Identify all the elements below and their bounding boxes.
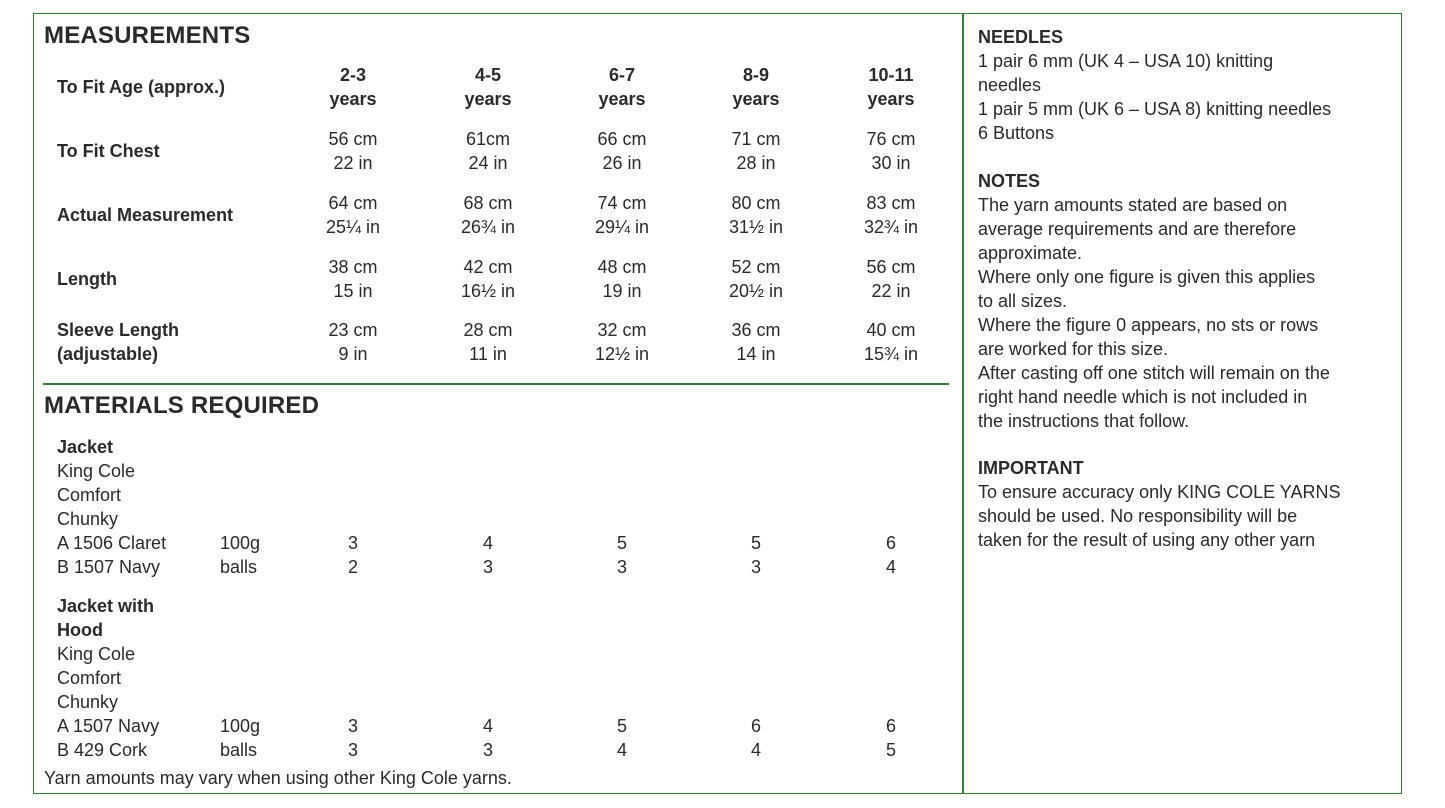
- yarn-name: A 1507 Navy: [57, 716, 160, 736]
- notes-line: Where only one figure is given this applies: [978, 267, 1316, 287]
- measurement-cell: 29¼ in: [594, 217, 650, 237]
- measurement-cell: 10-11: [868, 65, 914, 85]
- measurement-cell: 2-3: [339, 65, 366, 85]
- yarn-quantity: 5: [616, 716, 627, 736]
- materials-title: MATERIALS REQUIRED: [44, 392, 320, 419]
- measurement-cell: 68 cm: [463, 193, 513, 213]
- important-line: should be used. No responsibility will be: [978, 506, 1298, 526]
- yarn-unit: balls: [220, 740, 258, 760]
- yarn-quantity: 4: [616, 740, 627, 760]
- important-line: taken for the result of using any other yarn: [978, 530, 1316, 550]
- yarn-quantity: 4: [750, 740, 761, 760]
- notes-line: to all sizes.: [978, 291, 1068, 311]
- measurement-cell: 56 cm: [328, 129, 378, 149]
- measurement-row-label: Length: [57, 269, 117, 289]
- yarn-quantity: 6: [885, 533, 896, 553]
- measurement-cell: 16½ in: [460, 281, 516, 301]
- yarn-quantity: 5: [616, 533, 627, 553]
- notes-line: are worked for this size.: [978, 339, 1169, 359]
- measurement-row-label: To Fit Age (approx.): [57, 77, 225, 97]
- measurement-cell: 4-5: [474, 65, 501, 85]
- measurement-cell: years: [329, 89, 377, 109]
- measurement-cell: 74 cm: [597, 193, 647, 213]
- measurement-row-label: (adjustable): [57, 344, 159, 364]
- material-group-heading: Jacket with: [57, 596, 155, 616]
- needles-title: NEEDLES: [978, 27, 1064, 47]
- material-description: King Cole: [57, 461, 136, 481]
- column-divider: [962, 13, 964, 794]
- measurement-cell: 11 in: [469, 344, 507, 364]
- measurement-cell: 14 in: [736, 344, 776, 364]
- measurement-cell: 42 cm: [463, 257, 513, 277]
- measurement-row-label: Actual Measurement: [57, 205, 234, 225]
- needles-line: 6 Buttons: [978, 123, 1055, 143]
- measurement-cell: 22 in: [333, 153, 373, 173]
- yarn-quantity: 4: [885, 557, 896, 577]
- material-description: Chunky: [57, 509, 119, 529]
- measurement-cell: 28 in: [736, 153, 776, 173]
- yarn-quantity: 5: [750, 533, 761, 553]
- footnote: Yarn amounts may vary when using other King Cole yarns.: [44, 768, 512, 788]
- measurement-cell: 19 in: [602, 281, 642, 301]
- measurement-cell: years: [598, 89, 646, 109]
- measurements-title: MEASUREMENTS: [44, 22, 251, 49]
- measurement-cell: 15¾ in: [863, 344, 919, 364]
- measurement-cell: 36 cm: [731, 320, 781, 340]
- yarn-quantity: 5: [885, 740, 896, 760]
- yarn-name: B 1507 Navy: [57, 557, 161, 577]
- notes-line: approximate.: [978, 243, 1083, 263]
- measurement-cell: 26¾ in: [460, 217, 516, 237]
- section-rule: [43, 383, 949, 385]
- yarn-unit: 100g: [220, 533, 261, 553]
- measurement-cell: 28 cm: [463, 320, 513, 340]
- notes-line: Where the figure 0 appears, no sts or rows: [978, 315, 1319, 335]
- measurement-row-label: Sleeve Length: [57, 320, 180, 340]
- measurement-cell: 30 in: [871, 153, 911, 173]
- yarn-quantity: 2: [347, 557, 358, 577]
- measurement-cell: 26 in: [602, 153, 642, 173]
- notes-line: The yarn amounts stated are based on: [978, 195, 1288, 215]
- material-group-heading: Hood: [57, 620, 103, 640]
- measurement-cell: 66 cm: [597, 129, 647, 149]
- measurement-cell: 32 cm: [597, 320, 647, 340]
- measurement-cell: 38 cm: [328, 257, 378, 277]
- measurement-cell: 31½ in: [728, 217, 784, 237]
- material-description: King Cole: [57, 644, 136, 664]
- important-title: IMPORTANT: [978, 458, 1084, 478]
- notes-line: After casting off one stitch will remain on the: [978, 363, 1330, 383]
- notes-line: average requirements and are therefore: [978, 219, 1297, 239]
- yarn-quantity: 6: [750, 716, 761, 736]
- measurement-cell: years: [732, 89, 780, 109]
- measurement-cell: 40 cm: [866, 320, 916, 340]
- yarn-quantity: 3: [482, 740, 493, 760]
- yarn-quantity: 4: [482, 716, 493, 736]
- measurement-cell: 52 cm: [731, 257, 781, 277]
- yarn-quantity: 6: [885, 716, 896, 736]
- measurement-cell: 76 cm: [866, 129, 916, 149]
- measurement-cell: 15 in: [333, 281, 373, 301]
- measurement-cell: 48 cm: [597, 257, 647, 277]
- measurement-cell: 24 in: [468, 153, 508, 173]
- notes-line: right hand needle which is not included in: [978, 387, 1308, 407]
- measurement-cell: 20½ in: [728, 281, 784, 301]
- measurement-cell: 61cm: [465, 129, 510, 149]
- material-group-heading: Jacket: [57, 437, 114, 457]
- measurement-cell: 25¼ in: [325, 217, 381, 237]
- yarn-unit: balls: [220, 557, 258, 577]
- measurement-cell: 32¾ in: [863, 217, 919, 237]
- yarn-quantity: 3: [616, 557, 627, 577]
- measurement-cell: years: [867, 89, 915, 109]
- notes-line: the instructions that follow.: [978, 411, 1190, 431]
- notes-title: NOTES: [978, 171, 1041, 191]
- yarn-unit: 100g: [220, 716, 261, 736]
- measurement-row-label: To Fit Chest: [57, 141, 160, 161]
- yarn-quantity: 3: [482, 557, 493, 577]
- yarn-quantity: 4: [482, 533, 493, 553]
- measurement-cell: 6-7: [608, 65, 635, 85]
- yarn-quantity: 3: [750, 557, 761, 577]
- material-description: Comfort: [57, 668, 122, 688]
- material-description: Chunky: [57, 692, 119, 712]
- needles-line: 1 pair 5 mm (UK 6 – USA 8) knitting needles: [978, 99, 1332, 119]
- yarn-name: A 1506 Claret: [57, 533, 167, 553]
- measurement-cell: 9 in: [338, 344, 368, 364]
- measurement-cell: 22 in: [871, 281, 911, 301]
- measurement-cell: 56 cm: [866, 257, 916, 277]
- yarn-name: B 429 Cork: [57, 740, 148, 760]
- yarn-quantity: 3: [347, 740, 358, 760]
- important-line: To ensure accuracy only KING COLE YARNS: [978, 482, 1341, 502]
- needles-line: needles: [978, 75, 1042, 95]
- yarn-quantity: 3: [347, 716, 358, 736]
- measurement-cell: 64 cm: [328, 193, 378, 213]
- needles-line: 1 pair 6 mm (UK 4 – USA 10) knitting: [978, 51, 1274, 71]
- measurement-cell: 8-9: [742, 65, 769, 85]
- measurement-cell: 80 cm: [731, 193, 781, 213]
- measurement-cell: 83 cm: [866, 193, 916, 213]
- material-description: Comfort: [57, 485, 122, 505]
- measurement-cell: 23 cm: [328, 320, 378, 340]
- measurement-cell: years: [464, 89, 512, 109]
- measurement-cell: 12½ in: [594, 344, 650, 364]
- measurement-cell: 71 cm: [731, 129, 781, 149]
- yarn-quantity: 3: [347, 533, 358, 553]
